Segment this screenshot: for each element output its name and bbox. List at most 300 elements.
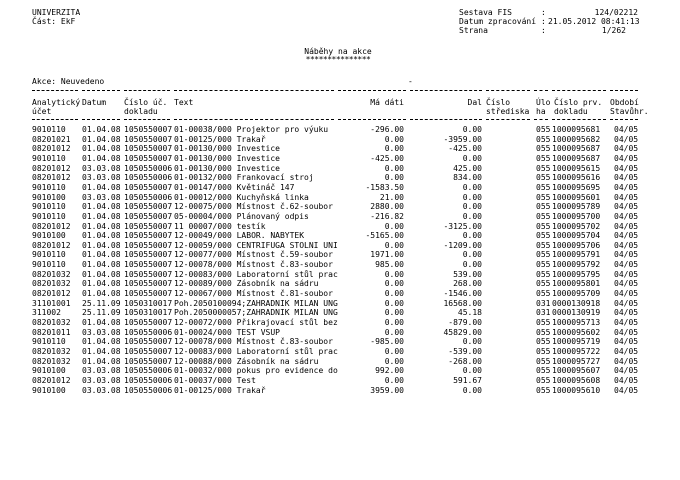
cell-ucet: 08201032 <box>32 356 71 366</box>
cell-datum: 03.03.08 <box>82 366 121 376</box>
cell-uloha: 055 <box>536 211 551 221</box>
cell-datum: 01.04.08 <box>82 221 121 231</box>
cell-dal: 0.00 <box>462 337 482 347</box>
cell-text: 12-00049/000 LABOR. NABYTEK <box>174 231 305 241</box>
cell-datum: 01.04.08 <box>82 250 121 260</box>
cell-text: Poh.2050100094;ZAHRADNIK MILAN UNG <box>174 298 338 308</box>
col-madati: Má dáti <box>370 98 404 107</box>
cell-dal: 539.00 <box>453 269 482 279</box>
cell-prv: 1000095687 <box>552 144 601 154</box>
cell-doklad: 1050550007 <box>124 231 173 241</box>
cell-ucet: 9010110 <box>32 202 66 212</box>
sestava-value: 124/02212 <box>594 8 638 17</box>
cell-datum: 01.04.08 <box>82 337 121 347</box>
table-row <box>0 125 680 134</box>
cell-uloha: 055 <box>536 202 551 212</box>
cell-doklad: 1050550007 <box>124 289 173 299</box>
cell-text: 12-00059/000 CENTRIFUGA STOLNI UNI <box>174 240 338 250</box>
cell-uloha: 055 <box>536 375 551 385</box>
cell-ucet: 9010110 <box>32 211 66 221</box>
cell-dal: 0.00 <box>462 202 482 212</box>
cell-dal: -539.00 <box>448 347 482 356</box>
cell-doklad: 1050550007 <box>124 134 173 144</box>
cell-text: 01-00037/000 Test <box>174 375 256 385</box>
cell-ucet: 31101001 <box>32 298 71 308</box>
cell-uloha: 055 <box>536 385 551 395</box>
cell-uloha: 031 <box>536 308 551 318</box>
cell-madati: -425.00 <box>370 153 404 163</box>
cell-prv: 1000095801 <box>552 279 601 289</box>
table-row <box>0 154 680 163</box>
cell-obdobi: 04/05 <box>614 144 639 154</box>
cell-obdobi: 04/05 <box>614 231 639 241</box>
cell-text: 12-00078/000 Místnost č.83-soubor <box>174 260 333 270</box>
cell-doklad: 1050550007 <box>124 347 173 356</box>
sestava-label: Sestava FIS <box>459 8 512 17</box>
cell-doklad: 1050550006 <box>124 327 173 337</box>
cell-text: 12-00083/000 Laboratorní stůl prac <box>174 269 338 279</box>
cell-ucet: 08201032 <box>32 318 71 327</box>
cell-madati: -985.00 <box>370 337 404 347</box>
cell-datum: 01.04.08 <box>82 125 121 134</box>
cell-text: 12-00078/000 Místnost č.83-soubor <box>174 337 333 347</box>
cell-madati: -216.82 <box>370 211 404 221</box>
cell-uloha: 055 <box>536 182 551 192</box>
cell-uloha: 055 <box>536 134 551 144</box>
cell-doklad: 1050550007 <box>124 182 173 192</box>
cell-dal: 268.00 <box>453 279 482 289</box>
cell-uloha: 031 <box>536 298 551 308</box>
cell-text: 01-00130/000 Investice <box>174 144 280 154</box>
cell-dal: 0.00 <box>462 385 482 395</box>
cell-doklad: 1050550007 <box>124 153 173 163</box>
cell-datum: 01.04.08 <box>82 153 121 163</box>
cell-madati: 0.00 <box>384 289 404 299</box>
cell-obdobi: 04/05 <box>614 347 639 356</box>
org-name: UNIVERZITA <box>32 8 81 17</box>
cell-datum: 01.04.08 <box>82 279 121 289</box>
cell-text: 01-00147/000 Květináč 147 <box>174 182 295 192</box>
cell-obdobi: 04/05 <box>614 260 639 270</box>
cell-datum: 01.04.08 <box>82 240 121 250</box>
cell-madati: 992.00 <box>375 366 404 376</box>
cell-obdobi: 04/05 <box>614 375 639 385</box>
cell-madati: 0.00 <box>384 308 404 318</box>
col-doklad: Číslo úč. <box>124 98 168 107</box>
cell-doklad: 1050550006 <box>124 163 173 173</box>
cell-prv: 1000095687 <box>552 153 601 163</box>
cell-ucet: 08201012 <box>32 221 71 231</box>
cell-obdobi: 04/05 <box>614 134 639 144</box>
cell-datum: 03.03.08 <box>82 385 121 395</box>
col-ucet: Analytický <box>32 98 81 107</box>
cell-text: 01-00024/000 TEST VSUP <box>174 327 280 337</box>
cell-text: 01-00032/000 pokus pro evidence do <box>174 366 338 376</box>
cell-uloha: 055 <box>536 347 551 356</box>
cell-doklad: 1050550007 <box>124 202 173 212</box>
cell-obdobi: 04/05 <box>614 308 639 318</box>
col-uloha-2: ha <box>536 107 546 116</box>
cell-prv: 1000095706 <box>552 240 601 250</box>
cell-obdobi: 04/05 <box>614 182 639 192</box>
cell-datum: 03.03.08 <box>82 192 121 202</box>
cell-obdobi: 04/05 <box>614 125 639 134</box>
report-title: Náběhy na akce <box>304 47 372 56</box>
col-doklad-2: dokladu <box>124 107 158 116</box>
cell-prv: 1000095792 <box>552 260 601 270</box>
cell-dal: -1546.00 <box>443 289 482 299</box>
cell-datum: 01.04.08 <box>82 260 121 270</box>
cell-prv: 0000130919 <box>552 308 601 318</box>
cell-obdobi: 04/05 <box>614 153 639 163</box>
cell-prv: 1000095602 <box>552 327 601 337</box>
cell-text: 01-00012/000 Kuchyňská linka <box>174 192 309 202</box>
cell-doklad: 1050550006 <box>124 366 173 376</box>
cell-text: 01-00132/000 Frankovací stroj <box>174 173 314 183</box>
cell-obdobi: 04/05 <box>614 289 639 299</box>
cell-dal: 45.18 <box>457 308 482 318</box>
cell-ucet: 08201012 <box>32 144 71 154</box>
cell-obdobi: 04/05 <box>614 192 639 202</box>
cell-text: 12-00075/000 Místnost č.62-soubor <box>174 202 333 212</box>
cell-obdobi: 04/05 <box>614 202 639 212</box>
table-row <box>0 212 680 221</box>
cell-uloha: 055 <box>536 144 551 154</box>
cell-ucet: 9010100 <box>32 192 66 202</box>
cell-madati: -296.00 <box>370 125 404 134</box>
cell-prv: 1000095616 <box>552 173 601 183</box>
cell-ucet: 08201012 <box>32 240 71 250</box>
cell-dal: 834.00 <box>453 173 482 183</box>
cell-dal: 0.00 <box>462 250 482 260</box>
cell-datum: 01.04.08 <box>82 318 121 327</box>
cell-text: 12-00089/000 Zásobník na sádru <box>174 279 319 289</box>
cell-uloha: 055 <box>536 289 551 299</box>
cell-text: 12-00077/000 Místnost č.59-soubor <box>174 250 333 260</box>
cell-madati: 0.00 <box>384 318 404 327</box>
cell-ucet: 9010110 <box>32 337 66 347</box>
cell-doklad: 1050550007 <box>124 221 173 231</box>
cell-ucet: 08201012 <box>32 289 71 299</box>
cell-obdobi: 04/05 <box>614 318 639 327</box>
cell-obdobi: 04/05 <box>614 385 639 395</box>
cell-ucet: 9010100 <box>32 366 66 376</box>
cell-datum: 01.04.08 <box>82 347 121 356</box>
cell-prv: 1000095615 <box>552 163 601 173</box>
cell-dal: 0.00 <box>462 182 482 192</box>
cell-madati: 0.00 <box>384 375 404 385</box>
org-part: Část: EkF <box>32 17 76 26</box>
cell-text: 12-00067/000 Místnost č.81-soubor <box>174 289 333 299</box>
cell-prv: 1000095722 <box>552 347 601 356</box>
cell-obdobi: 04/05 <box>614 327 639 337</box>
cell-uloha: 055 <box>536 125 551 134</box>
cell-doklad: 1050550006 <box>124 173 173 183</box>
cell-ucet: 08201021 <box>32 134 71 144</box>
table-row <box>0 250 680 259</box>
cell-prv: 1000095713 <box>552 318 601 327</box>
cell-uloha: 055 <box>536 279 551 289</box>
cell-doklad: 1050550007 <box>124 144 173 154</box>
cell-ucet: 9010100 <box>32 385 66 395</box>
cell-datum: 03.03.08 <box>82 163 121 173</box>
cell-datum: 01.04.08 <box>82 182 121 192</box>
cell-ucet: 9010110 <box>32 125 66 134</box>
cell-doklad: 1050550007 <box>124 318 173 327</box>
col-prv: Číslo prv. <box>554 98 603 107</box>
cell-doklad: 1050550007 <box>124 211 173 221</box>
strana-value: 1/262 <box>601 26 626 35</box>
table-row <box>0 366 680 375</box>
cell-dal: 0.00 <box>462 231 482 241</box>
sestava-colon: : <box>541 8 546 17</box>
table-row <box>0 337 680 346</box>
cell-dal: 0.00 <box>462 125 482 134</box>
cell-prv: 1000095607 <box>552 366 601 376</box>
cell-uloha: 055 <box>536 153 551 163</box>
cell-prv: 1000095791 <box>552 250 601 260</box>
cell-uloha: 055 <box>536 192 551 202</box>
table-row <box>0 386 680 395</box>
cell-dal: 0.00 <box>462 366 482 376</box>
cell-madati: 0.00 <box>384 163 404 173</box>
cell-madati: 0.00 <box>384 134 404 144</box>
table-row <box>0 376 680 385</box>
cell-dal: 0.00 <box>462 192 482 202</box>
col-stredisko: Číslo <box>486 98 511 107</box>
akce-label: Akce: Neuvedeno <box>32 77 105 86</box>
cell-uloha: 055 <box>536 221 551 231</box>
cell-ucet: 08201032 <box>32 347 71 356</box>
cell-madati: 2880.00 <box>370 202 404 212</box>
cell-uloha: 055 <box>536 173 551 183</box>
table-row <box>0 270 680 279</box>
cell-datum: 01.04.08 <box>82 289 121 299</box>
datum-value: 21.05.2012 08:41:13 <box>548 17 640 26</box>
table-row <box>0 222 680 231</box>
col-datum: Datum <box>82 98 107 107</box>
cell-datum: 03.03.08 <box>82 327 121 337</box>
cell-obdobi: 04/05 <box>614 221 639 231</box>
datum-colon: : <box>541 17 546 26</box>
cell-dal: -425.00 <box>448 144 482 154</box>
cell-datum: 01.04.08 <box>82 211 121 221</box>
cell-madati: 0.00 <box>384 173 404 183</box>
cell-doklad: 1050310017 <box>124 308 173 318</box>
cell-doklad: 1050550007 <box>124 279 173 289</box>
cell-prv: 1000095727 <box>552 356 601 366</box>
cell-obdobi: 04/05 <box>614 269 639 279</box>
cell-madati: 3959.00 <box>370 385 404 395</box>
cell-ucet: 08201012 <box>32 163 71 173</box>
cell-prv: 1000095601 <box>552 192 601 202</box>
cell-uloha: 055 <box>536 366 551 376</box>
table-row <box>0 164 680 173</box>
cell-text: 11 00007/000 testík <box>174 221 266 231</box>
table-row <box>0 241 680 250</box>
table-row <box>0 135 680 144</box>
cell-text: 01-00038/000 Projektor pro výuku <box>174 125 329 134</box>
cell-ucet: 9010100 <box>32 231 66 241</box>
cell-uloha: 055 <box>536 337 551 347</box>
cell-datum: 25.11.09 <box>82 308 121 318</box>
cell-dal: -3959.00 <box>443 134 482 144</box>
cell-madati: 985.00 <box>375 260 404 270</box>
cell-prv: 1000095795 <box>552 269 601 279</box>
cell-uloha: 055 <box>536 260 551 270</box>
cell-dal: 591.67 <box>453 375 482 385</box>
table-row <box>0 289 680 298</box>
cell-prv: 1000095719 <box>552 337 601 347</box>
cell-prv: 1000095789 <box>552 202 601 212</box>
cell-uloha: 055 <box>536 318 551 327</box>
cell-prv: 1000095682 <box>552 134 601 144</box>
cell-text: Poh.2050000057;ZAHRADNIK MILAN UNG <box>174 308 338 318</box>
cell-doklad: 1050550007 <box>124 269 173 279</box>
cell-madati: -5165.00 <box>365 231 404 241</box>
cell-obdobi: 04/05 <box>614 366 639 376</box>
cell-madati: 0.00 <box>384 279 404 289</box>
table-row <box>0 308 680 317</box>
cell-datum: 01.04.08 <box>82 144 121 154</box>
cell-doklad: 1050550007 <box>124 260 173 270</box>
cell-text: 12-00072/000 Přikrajovací stůl bez <box>174 318 338 327</box>
cell-obdobi: 04/05 <box>614 356 639 366</box>
table-row <box>0 357 680 366</box>
cell-madati: 21.00 <box>379 192 404 202</box>
cell-text: 05-00004/000 Plánovaný odpis <box>174 211 309 221</box>
table-row <box>0 202 680 211</box>
strana-colon: : <box>541 26 546 35</box>
cell-obdobi: 04/05 <box>614 250 639 260</box>
cell-madati: 0.00 <box>384 240 404 250</box>
cell-prv: 1000095700 <box>552 211 601 221</box>
cell-uloha: 055 <box>536 231 551 241</box>
akce-marker: - <box>408 77 413 86</box>
cell-madati: 1971.00 <box>370 250 404 260</box>
cell-madati: 0.00 <box>384 327 404 337</box>
cell-doklad: 1050310017 <box>124 298 173 308</box>
table-row <box>0 299 680 308</box>
col-obdobi: Období <box>610 98 639 107</box>
cell-obdobi: 04/05 <box>614 173 639 183</box>
cell-obdobi: 04/05 <box>614 240 639 250</box>
cell-prv: 1000095681 <box>552 125 601 134</box>
col-dal: Dal <box>467 98 482 107</box>
col-stredisko-2: střediska <box>486 107 530 116</box>
cell-dal: 425.00 <box>453 163 482 173</box>
cell-text: 12-00083/000 Laboratorní stůl prac <box>174 347 338 356</box>
cell-obdobi: 04/05 <box>614 279 639 289</box>
cell-text: 01-00130/000 Investice <box>174 163 280 173</box>
cell-prv: 0000130918 <box>552 298 601 308</box>
cell-text: 01-00125/000 Trakař <box>174 385 266 395</box>
cell-doklad: 1050550007 <box>124 337 173 347</box>
cell-madati: 0.00 <box>384 356 404 366</box>
cell-prv: 1000095695 <box>552 182 601 192</box>
cell-obdobi: 04/05 <box>614 211 639 221</box>
datum-label: Datum zpracování <box>459 17 537 26</box>
table-row <box>0 231 680 240</box>
table-row <box>0 173 680 182</box>
cell-doklad: 1050550007 <box>124 125 173 134</box>
table-row <box>0 347 680 356</box>
cell-madati: 0.00 <box>384 298 404 308</box>
col-prv-2: dokladu <box>554 107 588 116</box>
cell-prv: 1000095704 <box>552 231 601 241</box>
cell-datum: 01.04.08 <box>82 134 121 144</box>
col-uloha: Úlo <box>536 98 551 107</box>
cell-text: 01-00125/000 Trakař <box>174 134 266 144</box>
cell-dal: 0.00 <box>462 153 482 163</box>
cell-datum: 01.04.08 <box>82 202 121 212</box>
cell-ucet: 9010110 <box>32 182 66 192</box>
cell-madati: 0.00 <box>384 269 404 279</box>
cell-datum: 01.04.08 <box>82 231 121 241</box>
table-row <box>0 193 680 202</box>
table-row <box>0 183 680 192</box>
cell-madati: 0.00 <box>384 221 404 231</box>
table-row <box>0 260 680 269</box>
cell-ucet: 08201012 <box>32 375 71 385</box>
cell-uloha: 055 <box>536 163 551 173</box>
cell-prv: 1000095610 <box>552 385 601 395</box>
table-row <box>0 318 680 327</box>
strana-label: Strana <box>459 26 488 35</box>
cell-dal: 45829.00 <box>443 327 482 337</box>
cell-obdobi: 04/05 <box>614 298 639 308</box>
cell-uloha: 055 <box>536 269 551 279</box>
col-ucet-2: účet <box>32 107 52 116</box>
cell-dal: -1209.00 <box>443 240 482 250</box>
cell-prv: 1000095702 <box>552 221 601 231</box>
cell-datum: 01.04.08 <box>82 356 121 366</box>
cell-datum: 25.11.09 <box>82 298 121 308</box>
cell-ucet: 9010110 <box>32 250 66 260</box>
cell-uloha: 055 <box>536 250 551 260</box>
cell-dal: 0.00 <box>462 260 482 270</box>
table-row <box>0 328 680 337</box>
cell-ucet: 08201011 <box>32 327 71 337</box>
cell-doklad: 1050550006 <box>124 385 173 395</box>
cell-ucet: 311002 <box>32 308 61 318</box>
cell-ucet: 08201032 <box>32 269 71 279</box>
cell-datum: 03.03.08 <box>82 375 121 385</box>
cell-uloha: 055 <box>536 327 551 337</box>
cell-ucet: 08201032 <box>32 279 71 289</box>
cell-datum: 03.03.08 <box>82 173 121 183</box>
cell-doklad: 1050550006 <box>124 192 173 202</box>
cell-dal: -879.00 <box>448 318 482 327</box>
cell-uloha: 055 <box>536 240 551 250</box>
cell-ucet: 9010110 <box>32 260 66 270</box>
table-row <box>0 279 680 288</box>
cell-dal: -3125.00 <box>443 221 482 231</box>
cell-prv: 1000095608 <box>552 375 601 385</box>
cell-datum: 01.04.08 <box>82 269 121 279</box>
cell-obdobi: 04/05 <box>614 163 639 173</box>
cell-dal: 0.00 <box>462 211 482 221</box>
cell-prv: 1000095709 <box>552 289 601 299</box>
cell-uloha: 055 <box>536 356 551 366</box>
cell-ucet: 9010110 <box>32 153 66 163</box>
col-obdobi-2: Stavůhr. <box>610 107 649 116</box>
cell-dal: 16568.00 <box>443 298 482 308</box>
cell-madati: 0.00 <box>384 144 404 154</box>
cell-madati: -1583.50 <box>365 182 404 192</box>
cell-ucet: 08201012 <box>32 173 71 183</box>
cell-text: 01-00130/000 Investice <box>174 153 280 163</box>
